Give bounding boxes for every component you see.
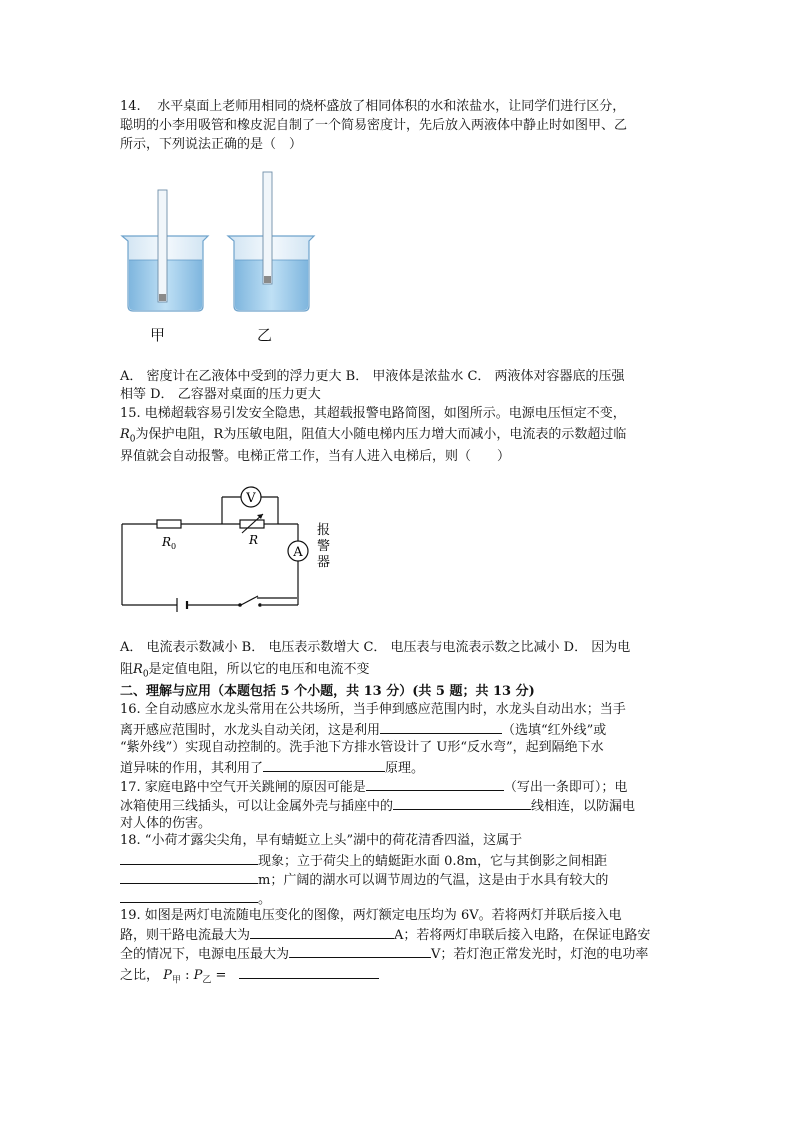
q17-blank-1[interactable] <box>366 777 504 791</box>
q14-line-1 <box>120 98 625 116</box>
beaker-label-jia: 甲 <box>150 326 166 344</box>
q14-line-2: 聪明的小李用吸管和橡皮泥自制了一个简易密度计，先后放入两液体中静止时如图甲、乙 <box>120 118 628 133</box>
ammeter-label: A <box>293 545 303 560</box>
q14-line-3: 所示，下列说法正确的是（ ） <box>120 137 303 152</box>
q15-options-2: 阻$R_0$是定值电阻，所以它的电压和电流不变 <box>120 662 370 680</box>
densimeter-b <box>263 172 272 284</box>
r-label: R <box>249 533 259 547</box>
q16-line-3: “紫外线”）实现自动控制的。洗手池下方排水管设计了 U形“反水弯”，起到隔绝下水 <box>120 740 604 755</box>
q14-options-1: A． 密度计在乙液体中受到的浮力更大 B． 甲液体是浓盐水 C． 两液体对容器底的压强 <box>120 369 625 384</box>
beaker-label-yi: 乙 <box>257 326 273 344</box>
q15-line-2 <box>120 426 626 449</box>
q19-blank-2[interactable] <box>289 944 431 958</box>
q18-line-3: m；广阔的湖水可以调节周边的气温，这是由于水具有较大的 <box>120 870 608 890</box>
alarm-char-2: 警 <box>317 539 331 554</box>
r0-symbol: $R_0$ <box>120 427 136 445</box>
q15-line-1: 15. 电梯超载容易引发安全隐患，其超载报警电路简图，如图所示。电源电压恒定不变， <box>120 406 626 421</box>
r0-label: $R_0$ <box>162 535 177 551</box>
q19-line-4: 之比， $P_甲$ : $P_乙$ = <box>120 965 379 990</box>
q15-options-1: A． 电流表示数减小 B． 电压表示数增大 C． 电压表与电流表示数之比减小 D． 因为电 <box>120 640 631 655</box>
q18-blank-2[interactable] <box>120 870 258 884</box>
q17-blank-2[interactable] <box>393 796 531 810</box>
q16-line-4: 道异味的作用，其利用了 原理。 <box>120 758 424 778</box>
q19-blank-1[interactable] <box>250 925 394 939</box>
alarm-char-3: 器 <box>317 555 331 570</box>
densimeter-a <box>158 190 167 302</box>
q17-line-3: 对人体的伤害。 <box>120 816 212 831</box>
q16-line-1: 16. 全自动感应水龙头常用在公共场所，当手伸到感应范围内时，水龙头自动出水；当手 <box>120 702 626 717</box>
section-2-title: 二、理解与应用（本题包括 5 个小题，共 13 分）(共 5 题；共 13 分) <box>120 684 535 699</box>
q19-line-1: 19. 如图是两灯电流随电压变化的图像，两灯额定电压均为 6V。若将两灯并联后接入电 <box>120 908 622 923</box>
q14-options-2: 相等 D． 乙容器对桌面的压力更大 <box>120 387 321 402</box>
q15-line-3: 界值就会自动报警。电梯正常工作，当有人进入电梯后，则（ ） <box>120 449 511 464</box>
q14-number: 14. <box>120 99 141 114</box>
beaker-figure <box>118 166 318 346</box>
q19-line-2: 路，则干路电流最大为 A；若将两灯串联后接入电路，在保证电路安 <box>120 925 650 945</box>
q18-line-4: 。 <box>120 889 271 909</box>
beaker-b <box>228 172 314 311</box>
q16-blank-1[interactable] <box>380 720 502 734</box>
resistor-r0 <box>157 520 181 528</box>
power-ratio: $P_甲$ : $P_乙$ = <box>163 968 227 986</box>
q18-blank-3[interactable] <box>120 889 258 903</box>
q16-blank-2[interactable] <box>263 758 385 772</box>
q18-blank-1[interactable] <box>120 851 258 865</box>
q16-line-2: 离开感应范围时，水龙头自动关闭，这是利用 （选填“红外线”或 <box>120 720 606 740</box>
r0-symbol-2: $R_0$ <box>133 662 149 680</box>
q14-text-1: 水平桌面上老师用相同的烧杯盛放了相同体积的水和浓盐水，让同学们进行区分， <box>157 99 626 114</box>
alarm-char-1: 报 <box>317 523 331 538</box>
q18-line-2: 现象；立于荷尖上的蜻蜓距水面 0.8m，它与其倒影之间相距 <box>120 851 607 871</box>
q18-line-1: 18. “小荷才露尖尖角，早有蜻蜓立上头”湖中的荷花清香四溢，这属于 <box>120 833 523 848</box>
q19-line-3: 全的情况下，电源电压最大为 V；若灯泡正常发光时，灯泡的电功率 <box>120 944 648 964</box>
q15-text-2: 为保护电阻，R为压敏电阻，阻值大小随电梯内压力增大而减小，电流表的示数超过临 <box>135 427 627 442</box>
voltmeter-label: V <box>246 491 256 506</box>
circuit-diagram <box>115 482 345 612</box>
q17-line-2: 冰箱使用三线插头，可以让金属外壳与插座中的 线相连，以防漏电 <box>120 796 635 816</box>
q17-line-1: 17. 家庭电路中空气开关跳闸的原因可能是 （写出一条即可）；电 <box>120 777 627 797</box>
beaker-a <box>122 190 208 311</box>
q19-blank-3[interactable] <box>239 965 379 979</box>
